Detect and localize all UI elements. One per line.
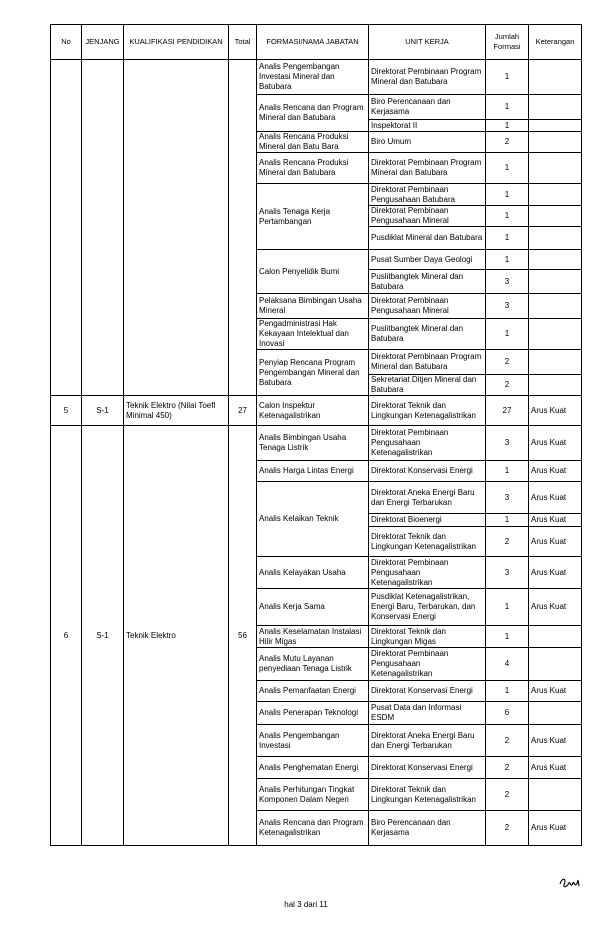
cell-unit-kerja: Inspektorat II <box>369 120 486 132</box>
cell-formasi: Analis Pemanfaatan Energi <box>257 681 369 702</box>
cell-jumlah: 1 <box>486 250 529 270</box>
cell-jumlah: 1 <box>486 514 529 527</box>
cell-jumlah: 1 <box>486 120 529 132</box>
cell-keterangan: Arus Kuat <box>529 811 582 846</box>
cell-formasi: Penyiap Rencana Program Pengembangan Mineral dan Batubara <box>257 350 369 396</box>
cell-formasi: Analis Pengembangan Investasi Mineral dan Batubara <box>257 60 369 95</box>
cell-jumlah: 1 <box>486 60 529 95</box>
cell-keterangan <box>529 120 582 132</box>
cell-unit-kerja: Puslitbangtek Mineral dan Batubara <box>369 319 486 350</box>
cell-keterangan <box>529 206 582 227</box>
cell-jumlah: 1 <box>486 626 529 648</box>
cell-unit-kerja: Puslitbangtek Mineral dan Batubara <box>369 270 486 294</box>
cell-total: 56 <box>229 426 257 846</box>
cell-no: 5 <box>51 396 82 426</box>
cell-jenjang: S-1 <box>82 426 124 846</box>
cell-keterangan <box>529 153 582 184</box>
cell-formasi: Pengadministrasi Hak Kekayaan Intelektual dan Inovasi <box>257 319 369 350</box>
header-keterangan: Keterangan <box>529 25 582 60</box>
header-row <box>51 25 582 60</box>
cell-jumlah: 1 <box>486 206 529 227</box>
cell-keterangan: Arus Kuat <box>529 725 582 757</box>
cell-unit-kerja: Direktorat Pembinaan Pengusahaan Ketenagalistrikan <box>369 648 486 681</box>
cell-jumlah: 2 <box>486 527 529 557</box>
cell-formasi: Analis Kelaikan Teknik <box>257 482 369 557</box>
cell-unit-kerja: Direktorat Aneka Energi Baru dan Energi Terbarukan <box>369 482 486 514</box>
cell-jumlah: 1 <box>486 319 529 350</box>
cell-jumlah: 1 <box>486 461 529 482</box>
cell-jumlah: 3 <box>486 270 529 294</box>
cell-unit-kerja: Direktorat Teknik dan Lingkungan Ketenagalistrikan <box>369 527 486 557</box>
cell-unit-kerja: Direktorat Bioenergi <box>369 514 486 527</box>
cell-formasi: Calon Inspektur Ketenagalistrikan <box>257 396 369 426</box>
cell-formasi: Analis Rencana Produksi Mineral dan Batubara <box>257 153 369 184</box>
table-row <box>51 396 582 426</box>
cell-formasi: Analis Pengembangan Investasi <box>257 725 369 757</box>
cell-keterangan <box>529 132 582 153</box>
cell-no <box>51 60 82 396</box>
table-row <box>51 426 582 461</box>
cell-jumlah: 1 <box>486 184 529 206</box>
cell-unit-kerja: Biro Umum <box>369 132 486 153</box>
cell-formasi: Analis Perhitungan Tingkat Komponen Dalam Negeri <box>257 779 369 811</box>
cell-jumlah: 1 <box>486 681 529 702</box>
cell-jumlah: 1 <box>486 589 529 626</box>
cell-formasi: Analis Penghematan Energi <box>257 757 369 779</box>
cell-jenjang: S-1 <box>82 396 124 426</box>
cell-keterangan <box>529 350 582 375</box>
cell-jumlah: 3 <box>486 426 529 461</box>
cell-jumlah: 27 <box>486 396 529 426</box>
cell-formasi: Calon Penyelidik Bumi <box>257 250 369 294</box>
cell-keterangan <box>529 95 582 120</box>
cell-keterangan: Arus Kuat <box>529 589 582 626</box>
cell-keterangan <box>529 270 582 294</box>
cell-unit-kerja: Direktorat Aneka Energi Baru dan Energi Terbarukan <box>369 725 486 757</box>
cell-keterangan: Arus Kuat <box>529 557 582 589</box>
cell-keterangan: Arus Kuat <box>529 514 582 527</box>
cell-formasi: Analis Tenaga Kerja Pertambangan <box>257 184 369 250</box>
cell-unit-kerja: Direktorat Teknik dan Lingkungan Migas <box>369 626 486 648</box>
cell-unit-kerja: Direktorat Pembinaan Pengusahaan Ketenagalistrikan <box>369 557 486 589</box>
cell-kualifikasi: Teknik Elektro (Nilai Toefl Minimal 450) <box>124 396 229 426</box>
header-no: No <box>51 25 82 60</box>
cell-formasi: Pelaksana Bimbingan Usaha Mineral <box>257 294 369 319</box>
cell-unit-kerja: Direktorat Pembinaan Program Mineral dan Batubara <box>369 350 486 375</box>
formasi-table <box>50 24 582 846</box>
header-total: Total <box>229 25 257 60</box>
cell-keterangan <box>529 294 582 319</box>
cell-jumlah: 2 <box>486 725 529 757</box>
cell-keterangan <box>529 648 582 681</box>
cell-formasi: Analis Rencana dan Program Ketenagalistrikan <box>257 811 369 846</box>
cell-unit-kerja: Pusat Data dan Informasi ESDM <box>369 702 486 725</box>
cell-jumlah: 2 <box>486 375 529 396</box>
cell-jumlah: 2 <box>486 779 529 811</box>
cell-total: 27 <box>229 396 257 426</box>
cell-total <box>229 60 257 396</box>
cell-unit-kerja: Pusdiklat Ketenagalistrikan, Energi Baru, Terbarukan, dan Konservasi Energi <box>369 589 486 626</box>
cell-unit-kerja: Direktorat Konservasi Energi <box>369 461 486 482</box>
cell-jumlah: 2 <box>486 757 529 779</box>
cell-unit-kerja: Direktorat Pembinaan Pengusahaan Mineral <box>369 206 486 227</box>
cell-keterangan <box>529 626 582 648</box>
table-row <box>51 60 582 95</box>
cell-formasi: Analis Penerapan Teknologi <box>257 702 369 725</box>
cell-formasi: Analis Keselamatan Instalasi Hilir Migas <box>257 626 369 648</box>
cell-formasi: Analis Kelayakan Usaha <box>257 557 369 589</box>
cell-unit-kerja: Direktorat Konservasi Energi <box>369 757 486 779</box>
cell-formasi: Analis Bimbingan Usaha Tenaga Listrik <box>257 426 369 461</box>
cell-keterangan: Arus Kuat <box>529 396 582 426</box>
cell-keterangan <box>529 779 582 811</box>
cell-jumlah: 2 <box>486 350 529 375</box>
cell-jenjang <box>82 60 124 396</box>
cell-unit-kerja: Biro Perencanaan dan Kerjasama <box>369 811 486 846</box>
cell-jumlah: 1 <box>486 153 529 184</box>
cell-jumlah: 3 <box>486 482 529 514</box>
cell-keterangan: Arus Kuat <box>529 426 582 461</box>
cell-unit-kerja: Direktorat Teknik dan Lingkungan Ketenagalistrikan <box>369 779 486 811</box>
cell-keterangan: Arus Kuat <box>529 757 582 779</box>
cell-unit-kerja: Direktorat Konservasi Energi <box>369 681 486 702</box>
cell-jumlah: 2 <box>486 132 529 153</box>
cell-formasi: Analis Rencana dan Program Mineral dan Batubara <box>257 95 369 132</box>
cell-unit-kerja: Pusat Sumber Daya Geologi <box>369 250 486 270</box>
page-number: hal 3 dari 11 <box>284 900 328 909</box>
cell-keterangan: Arus Kuat <box>529 461 582 482</box>
header-unit-kerja: UNIT KERJA <box>369 25 486 60</box>
cell-keterangan <box>529 227 582 250</box>
cell-keterangan: Arus Kuat <box>529 527 582 557</box>
cell-jumlah: 6 <box>486 702 529 725</box>
cell-keterangan: Arus Kuat <box>529 482 582 514</box>
cell-jumlah: 1 <box>486 95 529 120</box>
cell-formasi: Analis Kerja Sama <box>257 589 369 626</box>
cell-kualifikasi <box>124 60 229 396</box>
cell-jumlah: 1 <box>486 227 529 250</box>
cell-keterangan <box>529 702 582 725</box>
cell-formasi: Analis Harga Lintas Energi <box>257 461 369 482</box>
cell-keterangan <box>529 319 582 350</box>
cell-jumlah: 2 <box>486 811 529 846</box>
header-formasi: FORMASI/NAMA JABATAN <box>257 25 369 60</box>
cell-keterangan <box>529 375 582 396</box>
cell-jumlah: 3 <box>486 557 529 589</box>
cell-unit-kerja: Direktorat Pembinaan Pengusahaan Batubara <box>369 184 486 206</box>
cell-unit-kerja: Direktorat Pembinaan Program Mineral dan Batubara <box>369 153 486 184</box>
cell-unit-kerja: Biro Perencanaan dan Kerjasama <box>369 95 486 120</box>
cell-unit-kerja: Sekretariat Ditjen Mineral dan Batubara <box>369 375 486 396</box>
header-kualifikasi: KUALIFIKASI PENDIDIKAN <box>124 25 229 60</box>
cell-keterangan <box>529 250 582 270</box>
cell-unit-kerja: Direktorat Pembinaan Pengusahaan Ketenagalistrikan <box>369 426 486 461</box>
header-jumlah: Jumlah Formasi <box>486 25 529 60</box>
cell-formasi: Analis Mutu Layanan penyediaan Tenaga Listrik <box>257 648 369 681</box>
cell-unit-kerja: Direktorat Pembinaan Program Mineral dan Batubara <box>369 60 486 95</box>
header-jenjang: JENJANG <box>82 25 124 60</box>
cell-kualifikasi: Teknik Elektro <box>124 426 229 846</box>
cell-keterangan <box>529 60 582 95</box>
cell-keterangan <box>529 184 582 206</box>
signature-initial <box>558 876 582 890</box>
cell-unit-kerja: Direktorat Teknik dan Lingkungan Ketenagalistrikan <box>369 396 486 426</box>
cell-keterangan: Arus Kuat <box>529 681 582 702</box>
cell-jumlah: 4 <box>486 648 529 681</box>
cell-unit-kerja: Direktorat Pembinaan Pengusahaan Mineral <box>369 294 486 319</box>
cell-no: 6 <box>51 426 82 846</box>
cell-formasi: Analis Rencana Produksi Mineral dan Batu Bara <box>257 132 369 153</box>
cell-jumlah: 3 <box>486 294 529 319</box>
cell-unit-kerja: Pusdiklat Mineral dan Batubara <box>369 227 486 250</box>
